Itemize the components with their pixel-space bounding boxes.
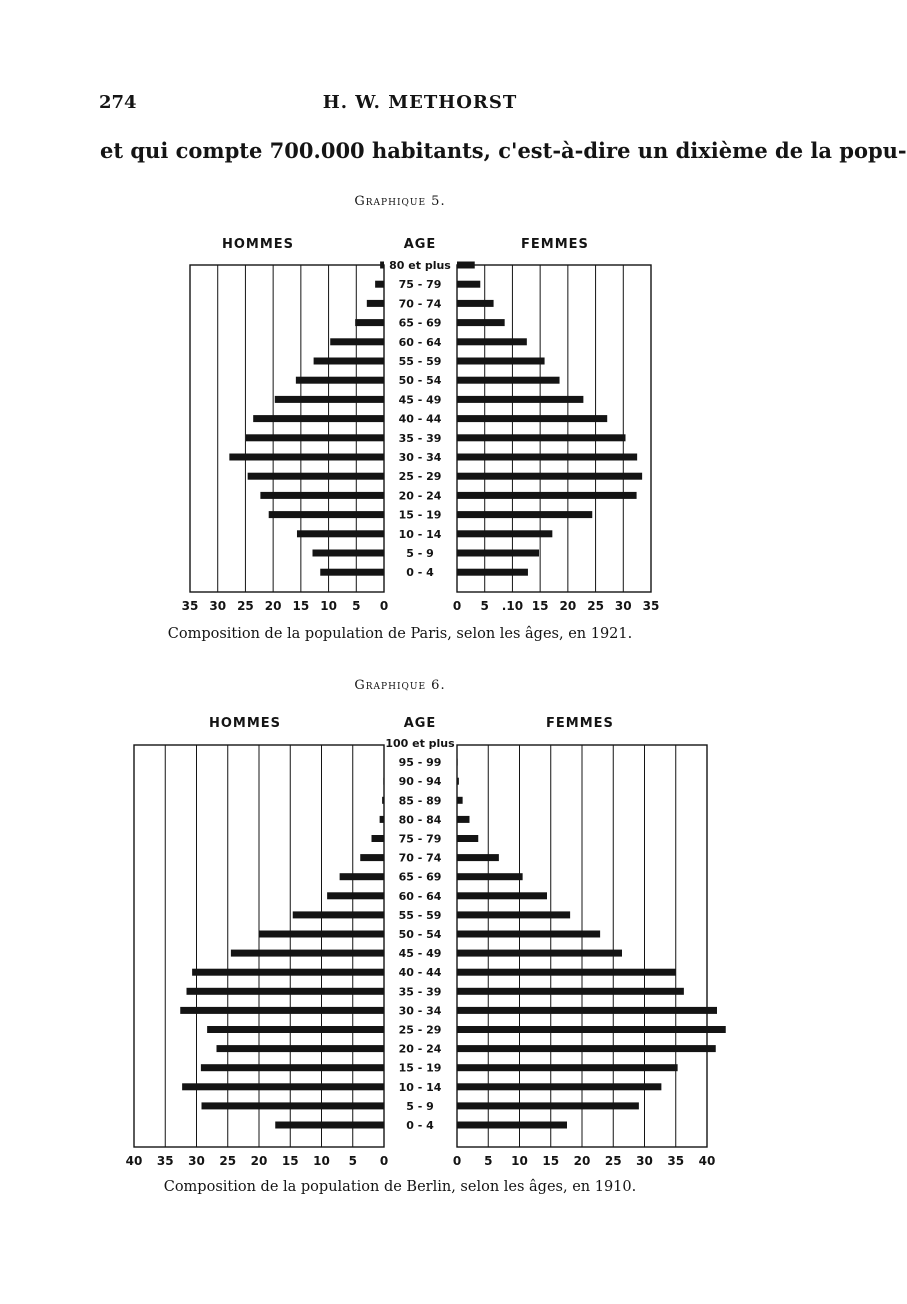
c2-age-label: 25 - 29 xyxy=(398,1023,442,1037)
c1-left-tick-label: 0 xyxy=(379,599,389,613)
c2-age-label: 60 - 64 xyxy=(398,889,442,903)
c2-age-label: 95 - 99 xyxy=(398,756,442,770)
c2-age-label: 55 - 59 xyxy=(398,908,442,922)
c2-female-bar xyxy=(457,1026,726,1033)
c1-male-bar xyxy=(253,415,384,422)
c2-male-bar xyxy=(231,950,384,957)
c1-male-bar xyxy=(375,281,384,288)
c2-age-label: 75 - 79 xyxy=(398,832,442,846)
c2-right-tick-label: 15 xyxy=(542,1154,560,1168)
c1-male-bar xyxy=(367,300,384,307)
running-head: H. W. METHORST xyxy=(322,92,518,113)
c1-left-tick-label: 30 xyxy=(209,599,227,613)
c2-female-bar xyxy=(457,950,622,957)
c1-female-bar xyxy=(457,396,583,403)
c2-female-bar xyxy=(457,759,458,766)
c1-left-tick-label: 10 xyxy=(320,599,337,613)
c2-age-label: 0 - 4 xyxy=(406,1119,434,1132)
c1-female-bar xyxy=(457,434,626,441)
c2-left-header: HOMMES xyxy=(208,716,282,731)
c2-left-tick-label: 15 xyxy=(281,1154,299,1168)
c2-left-tick-label: 0 xyxy=(379,1154,389,1168)
c2-left-tick-label: 25 xyxy=(219,1154,237,1168)
c1-female-bar xyxy=(457,492,637,499)
c2-female-bar xyxy=(457,892,547,899)
c1-female-bar xyxy=(457,338,527,345)
c2-right-tick-label: 0 xyxy=(452,1154,462,1168)
c2-right-tick-label: 20 xyxy=(573,1154,591,1168)
c2-age-label: 5 - 9 xyxy=(406,1099,434,1113)
c1-male-bar xyxy=(355,319,384,326)
c1-male-bar xyxy=(269,511,384,518)
c2-left-tick-label: 20 xyxy=(250,1154,268,1168)
chart1-caption: Composition de la population de Paris, selon les âges, en 1921. xyxy=(167,626,633,642)
c1-age-label: 45 - 49 xyxy=(398,393,442,407)
c1-female-bar xyxy=(457,511,592,518)
chart2-graph-label: Graphique 6. xyxy=(354,678,446,693)
c2-left-tick-label: 40 xyxy=(125,1154,143,1168)
c2-male-bar xyxy=(380,816,384,823)
c2-age-label: 30 - 34 xyxy=(398,1004,442,1018)
c2-female-bar xyxy=(457,931,600,938)
c2-right-tick-label: 5 xyxy=(484,1154,493,1168)
paris-population-pyramid xyxy=(0,228,800,618)
c1-male-bar xyxy=(297,530,384,537)
c1-right-tick-label: 0 xyxy=(452,599,462,613)
c1-male-bar xyxy=(312,550,384,557)
c2-age-label: 70 - 74 xyxy=(398,851,442,865)
c2-male-bar xyxy=(201,1064,384,1071)
c2-male-bar xyxy=(182,1083,384,1090)
chart2-caption: Composition de la population de Berlin, selon les âges, en 1910. xyxy=(163,1179,637,1195)
c2-male-bar xyxy=(202,1102,385,1109)
c1-left-header: HOMMES xyxy=(221,237,295,252)
c1-female-bar xyxy=(457,262,475,269)
c2-female-bar xyxy=(457,816,470,823)
c2-male-bar xyxy=(382,797,384,804)
c2-female-bar xyxy=(457,1122,567,1129)
c2-male-bar xyxy=(383,778,384,785)
c2-male-bar xyxy=(360,854,384,861)
c2-age-label: 40 - 44 xyxy=(398,966,442,980)
c2-male-bar xyxy=(293,911,384,918)
c1-age-label: 15 - 19 xyxy=(398,508,442,522)
c2-female-bar xyxy=(457,873,523,880)
c1-female-bar xyxy=(457,358,545,365)
c2-right-tick-label: 10 xyxy=(511,1154,528,1168)
c2-female-bar xyxy=(457,1007,717,1014)
c2-male-bar xyxy=(207,1026,384,1033)
c2-female-bar xyxy=(457,854,499,861)
c1-left-tick-label: 20 xyxy=(264,599,282,613)
c1-right-tick-label: 35 xyxy=(642,599,660,613)
c1-male-bar xyxy=(275,396,384,403)
c1-male-bar xyxy=(380,262,384,269)
c2-age-label: 10 - 14 xyxy=(398,1080,442,1094)
c1-age-label: 40 - 44 xyxy=(398,412,442,426)
c2-male-bar xyxy=(259,931,384,938)
c1-female-bar xyxy=(457,281,480,288)
c2-female-bar xyxy=(457,969,676,976)
c2-age-label: 20 - 24 xyxy=(398,1042,442,1056)
c1-right-tick-label: .10 xyxy=(501,599,524,613)
c2-age-label: 65 - 69 xyxy=(398,870,442,884)
c2-right-tick-label: 35 xyxy=(667,1154,685,1168)
c1-age-label: 25 - 29 xyxy=(398,470,442,484)
c2-right-header: FEMMES xyxy=(546,716,614,731)
c2-female-bar xyxy=(457,1083,661,1090)
c1-age-label: 10 - 14 xyxy=(398,527,442,541)
c1-male-bar xyxy=(229,454,384,461)
c2-right-tick-label: 30 xyxy=(636,1154,653,1168)
c2-age-label: 45 - 49 xyxy=(398,947,442,961)
c2-left-tick-label: 10 xyxy=(313,1154,330,1168)
c2-female-bar xyxy=(457,988,684,995)
c1-male-bar xyxy=(320,569,384,576)
c2-age-label: 100 et plus xyxy=(385,737,455,750)
c2-left-tick-label: 5 xyxy=(348,1154,357,1168)
c1-age-label: 20 - 24 xyxy=(398,489,442,503)
c1-age-label: 35 - 39 xyxy=(398,431,442,445)
c2-left-tick-label: 30 xyxy=(188,1154,205,1168)
c2-center-header: AGE xyxy=(403,716,437,731)
c2-age-label: 50 - 54 xyxy=(398,928,442,941)
c1-left-tick-label: 25 xyxy=(237,599,254,613)
c2-left-tick-label: 35 xyxy=(156,1154,174,1168)
c1-age-label: 70 - 74 xyxy=(398,297,442,311)
c1-male-bar xyxy=(246,434,384,441)
c1-female-bar xyxy=(457,454,637,461)
c2-male-bar xyxy=(192,969,384,976)
c2-female-bar xyxy=(457,911,570,918)
c1-right-tick-label: 25 xyxy=(587,599,604,613)
c1-age-label: 80 et plus xyxy=(389,259,451,272)
c2-female-bar xyxy=(457,1064,678,1071)
c1-right-tick-label: 30 xyxy=(614,599,632,613)
c1-age-label: 30 - 34 xyxy=(398,451,442,464)
c1-age-label: 0 - 4 xyxy=(406,566,434,580)
c2-age-label: 85 - 89 xyxy=(398,794,442,808)
c2-female-bar xyxy=(457,1102,639,1109)
c2-male-bar xyxy=(340,873,384,880)
c2-right-tick-label: 40 xyxy=(698,1154,716,1168)
c1-right-frame xyxy=(457,265,651,592)
chart1-graph-label: Graphique 5. xyxy=(354,194,446,209)
c1-right-tick-label: 5 xyxy=(480,599,489,613)
c1-age-label: 5 - 9 xyxy=(406,547,434,560)
c1-female-bar xyxy=(457,300,494,307)
c1-age-label: 65 - 69 xyxy=(398,316,442,330)
c1-right-header: FEMMES xyxy=(521,237,589,252)
c2-male-bar xyxy=(180,1007,384,1014)
c1-male-bar xyxy=(296,377,384,384)
c2-right-tick-label: 25 xyxy=(604,1154,622,1168)
c1-male-bar xyxy=(260,492,384,499)
c1-left-tick-label: 5 xyxy=(352,599,361,613)
c1-right-tick-label: 15 xyxy=(531,599,549,613)
c1-male-bar xyxy=(330,338,384,345)
c2-female-bar xyxy=(457,778,459,785)
c2-age-label: 80 - 84 xyxy=(398,813,442,827)
c1-left-tick-label: 15 xyxy=(292,599,310,613)
c1-age-label: 60 - 64 xyxy=(398,335,442,349)
berlin-population-pyramid xyxy=(0,705,800,1175)
c1-female-bar xyxy=(457,319,505,326)
c2-age-label: 15 - 19 xyxy=(398,1061,442,1075)
c1-female-bar xyxy=(457,569,528,576)
page-number: 274 xyxy=(99,92,137,113)
c2-male-bar xyxy=(372,835,385,842)
c2-age-label: 90 - 94 xyxy=(398,775,442,789)
c1-age-label: 75 - 79 xyxy=(398,278,442,292)
c1-female-bar xyxy=(457,377,560,384)
c1-age-label: 50 - 54 xyxy=(398,374,442,388)
c2-female-bar xyxy=(457,1045,716,1052)
c2-age-label: 35 - 39 xyxy=(398,985,442,999)
c1-left-tick-label: 35 xyxy=(181,599,199,613)
c2-female-bar xyxy=(457,835,478,842)
c2-male-bar xyxy=(327,892,384,899)
c1-male-bar xyxy=(248,473,384,480)
c1-male-bar xyxy=(314,358,384,365)
c2-male-bar xyxy=(187,988,385,995)
c2-male-bar xyxy=(275,1122,384,1129)
c1-female-bar xyxy=(457,473,642,480)
c1-right-tick-label: 20 xyxy=(559,599,577,613)
c2-female-bar xyxy=(457,797,463,804)
c1-center-header: AGE xyxy=(403,237,437,252)
body-text-line: et qui compte 700.000 habitants, c'est-à-dire un dixième de la popu- xyxy=(100,138,907,163)
c1-female-bar xyxy=(457,530,552,537)
c1-age-label: 55 - 59 xyxy=(398,355,442,368)
c2-male-bar xyxy=(217,1045,385,1052)
c1-left-frame xyxy=(190,265,384,592)
c1-female-bar xyxy=(457,550,539,557)
c1-female-bar xyxy=(457,415,607,422)
